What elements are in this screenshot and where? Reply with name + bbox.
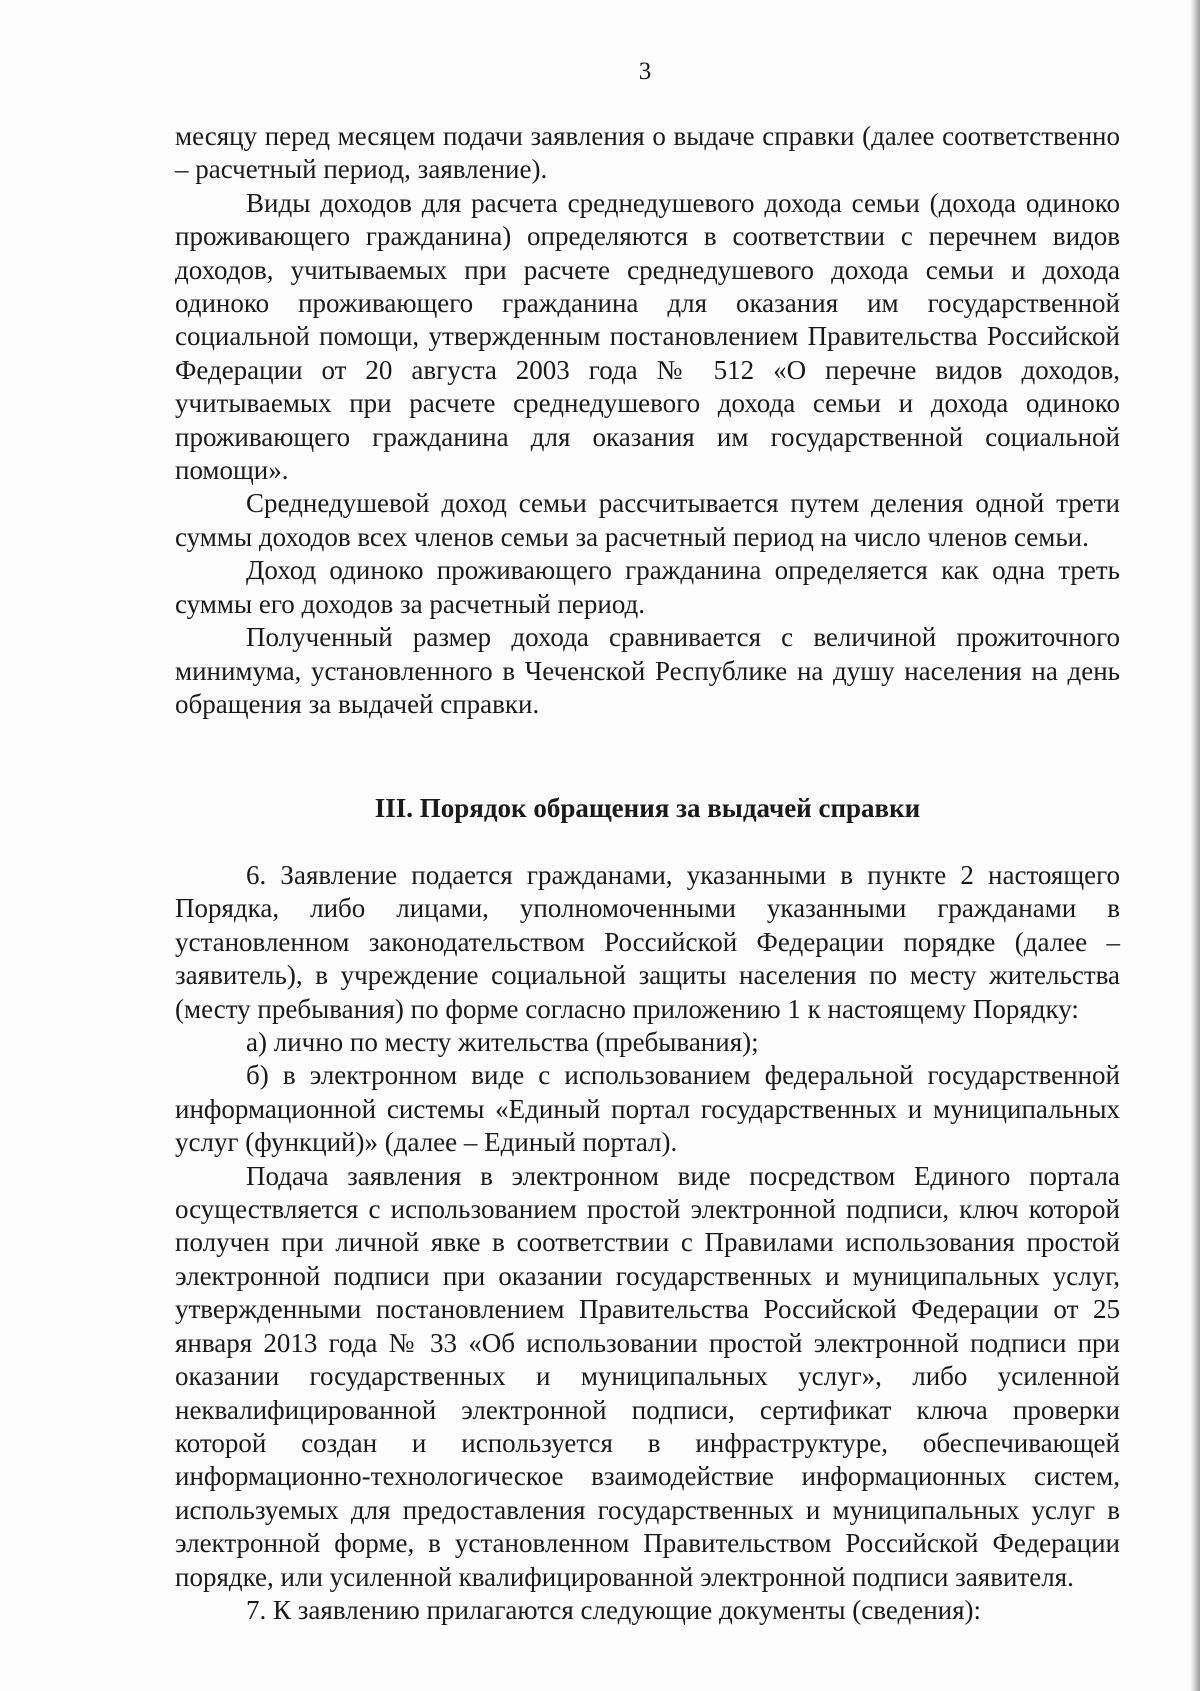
section-heading: III. Порядок обращения за выдачей справки bbox=[374, 793, 921, 823]
paragraph-single-income: Доход одиноко проживающего гражданина определяется как одна треть суммы его доходов за расчетный период. bbox=[175, 555, 1120, 619]
paragraph-income-types: Виды доходов для расчета среднедушевого дохода семьи (дохода одиноко проживающего гражданина) определяются в соответствии с перечнем видов доходов, учитываемых при расчете среднедушевого дохода семьи и дохода одиноко проживающего гражданина для оказания им государственной социальной помощи, утвержденным постановлением Правительства Российской Федерации от 20 августа 2003 года № 512 «О перечне видов доходов, учитываемых при расчете среднедушевого дохода семьи и дохода одиноко проживающего гражданина для оказания им государственной социальной помощи». bbox=[175, 187, 1120, 486]
section-heading-wrapper bbox=[175, 792, 1120, 825]
paragraph-item-6: 6. Заявление подается гражданами, указанными в пункте 2 настоящего Порядка, либо лицами, уполномоченными указанными гражданами в установленном законодательством Российской Федерации порядке (далее – заявитель), в учреждение социальной защиты населения по месту жительства (месту пребывания) по форме согласно приложению 1 к настоящему Порядку: bbox=[175, 860, 1120, 1024]
paragraph-continuation: месяцу перед месяцем подачи заявления о выдаче справки (далее соответственно – расчетный период, заявление). bbox=[175, 121, 1120, 185]
section-text-block bbox=[175, 859, 1120, 1627]
paragraph-electronic-submission: Подача заявления в электронном виде посредством Единого портала осуществляется с использованием простой электронной подписи, ключ которой получен при личной явке в соответствии с Правилами использования простой электронной подписи при оказании государственных и муниципальных услуг, утвержденными постановлением Правительства Российской Федерации от 25 января 2013 года № 33 «Об использовании простой электронной подписи при оказании государственных и муниципальных услуг», либо усиленной неквалифицированной электронной подписи, сертификат ключа проверки которой создан и используется в инфраструктуре, обеспечивающей информационно-технологическое взаимодействие информационных систем, используемых для предоставления государственных и муниципальных услуг в электронной форме, в установленном Правительством Российской Федерации порядке, или усиленной квалифицированной электронной подписи заявителя. bbox=[175, 1160, 1120, 1592]
paragraph-item-7: 7. К заявлению прилагаются следующие документы (сведения): bbox=[246, 1594, 982, 1625]
paragraph-family-income: Среднедушевой доход семьи рассчитывается путем деления одной трети суммы доходов всех членов семьи за расчетный период на число членов семьи. bbox=[175, 488, 1120, 552]
paragraph-item-6b: б) в электронном виде с использованием федеральной государственной информационной системы «Единый портал государственных и муниципальных услуг (функций)» (далее – Единый портал). bbox=[175, 1060, 1120, 1158]
intro-text-block bbox=[175, 120, 1120, 721]
paragraph-item-6a: а) лично по месту жительства (пребывания); bbox=[246, 1027, 759, 1058]
paragraph-comparison: Полученный размер дохода сравнивается с величиной прожиточного минимума, установленного в Чеченской Республике на душу населения на день обращения за выдачей справки. bbox=[175, 622, 1120, 719]
page-number: 3 bbox=[638, 58, 652, 85]
scan-edge-shadow bbox=[1190, 0, 1200, 1691]
